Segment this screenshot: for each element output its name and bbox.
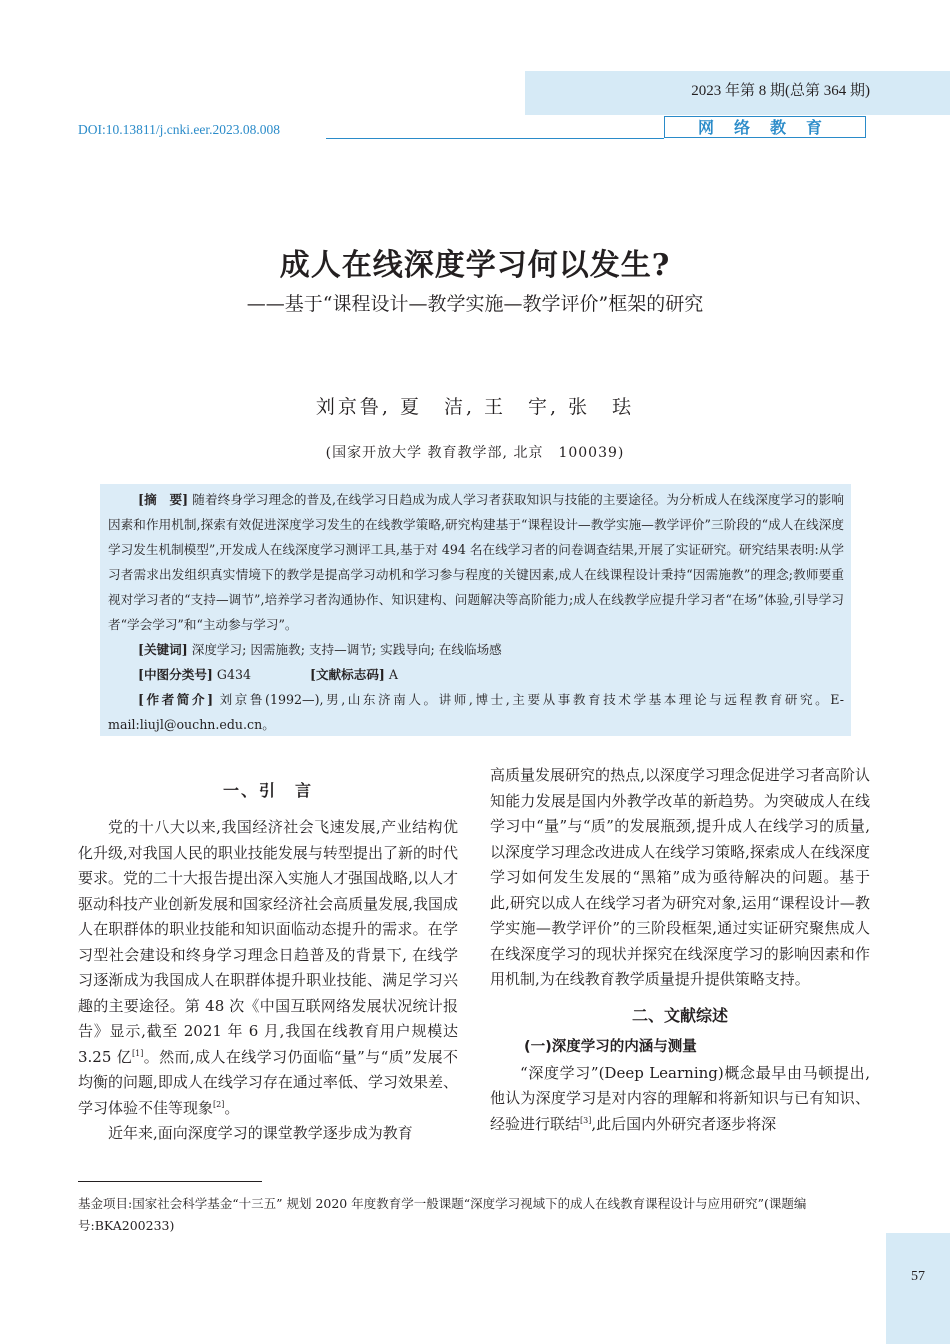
author-bio xyxy=(108,687,844,737)
paragraph: “深度学习”(Deep Learning)概念最早由马顿提出,他认为深度学习是对内容的理解和将新知识与已有知识、经验进行联结[3],此后国内外研究者逐步将深 xyxy=(490,1063,870,1133)
abstract-text: 随着终身学习理念的普及,在线学习日趋成为成人学习者获取知识与技能的主要途径。为分析成人在线深度学习的影响因素和作用机制,探索有效促进深度学习发生的在线教学策略,研究构建基于“课程设计—教学实施—教学评价”三阶段的“成人在线深度学习发生机制模型”,开发成人在线深度学习测评工具,基于对 494 名在线学习者的问卷调查结果,开展了实证研究。研究结果表明:从学习者需求出发组织真实情境下的教学是提高学习动机和学习参与程度的关键因素,成人在线课程设计秉持“因需施教”的理念;教师要重视对学习者的“支持—调节”,培养学习者沟通协作、知识建构、问题解决等高阶能力;成人在线教学应提升学习者“在场”体验,引导学习者“学会学习”和“主动参与学习”。 xyxy=(108,492,845,632)
doi-rule xyxy=(326,138,664,139)
citation-ref[interactable]: [2] xyxy=(213,1099,225,1109)
keywords-text: 深度学习; 因需施教; 支持—调节; 实践导向; 在线临场感 xyxy=(191,642,502,657)
article-subtitle: ——基于“课程设计—教学实施—教学评价”框架的研究 xyxy=(246,293,704,315)
paragraph: 高质量发展研究的热点,以深度学习理念促进学习者高阶认知能力发展是国内外教学改革的新趋势。为突破成人在线学习中“量”与“质”的发展瓶颈,提升成人在线学习的质量,以深度学习理念改进成人在线学习策略,探索成人在线深度学习如何发生发展的“黑箱”成为亟待解决的问题。基于此,研究以成人在线学习者为研究对象,运用“课程设计—教学实施—教学评价”的三阶段框架,通过实证研究聚焦成人在线深度学习的现状并探究在线深度学习的影响因素和作用机制,为在线教育教学质量提升提供策略支持。 xyxy=(490,766,870,988)
author-list: 刘京鲁, 夏 洁, 王 宇, 张 珐 xyxy=(315,396,635,418)
left-column xyxy=(78,815,458,1147)
issue-info: 2023 年第 8 期(总第 364 期) xyxy=(691,83,870,99)
section-heading-review: 二、文献综述 xyxy=(631,1005,728,1025)
classification xyxy=(108,662,874,687)
right-column xyxy=(490,763,870,1137)
clc-value: G434 xyxy=(216,667,252,682)
abstract xyxy=(108,487,844,637)
keywords-label: [关键词] xyxy=(138,642,188,657)
abstract-label: [摘 要] xyxy=(138,492,189,507)
citation-ref[interactable]: [3] xyxy=(580,1115,592,1125)
footnote-rule xyxy=(78,1181,262,1182)
funding-footnote: 基金项目:国家社会科学基金“十三五” 规划 2020 年度教育学一般课题“深度学习视域下的成人在线教育课程设计与应用研究”(课题编号:BKA200233) xyxy=(78,1196,807,1233)
bio-text: 刘京鲁(1992—),男,山东济南人。讲师,博士,主要从事教育技术学基本理论与远程教育研究。E-mail:liujl@ouchn.edu.cn。 xyxy=(108,692,844,732)
keywords xyxy=(108,637,874,662)
doccode-value: A xyxy=(388,667,399,682)
journal-section-label: 网络教育 xyxy=(664,116,866,138)
paragraph: 党的十八大以来,我国经济社会飞速发展,产业结构优化升级,对我国人民的职业技能发展与转型提出了新的时代要求。党的二十大报告提出深入实施人才强国战略,以人才驱动科技产业创新发展和国家经济社会高质量发展,我国成人在职群体的职业技能和知识面临动态提升的需求。在学习型社会建设和终身学习理念日趋普及的背景下, 在线学习逐渐成为我国成人在职群体提升职业技能、满足学习兴趣的主要途径。第 48 次《中国互联网络发展状况统计报告》显示,截至 2021 年 6 月,我国在线教育用户规模达 3.25 亿[1]。然而,成人在线学习仍面临“量”与“质”发展不均衡的问题,即成人在线学习存在通过率低、学习效果差、学习体验不佳等现象[2]。 xyxy=(78,818,459,1117)
doc-code xyxy=(310,662,398,687)
citation-ref[interactable]: [1] xyxy=(131,1048,144,1058)
bio-label: [作者简介] xyxy=(138,692,214,707)
clc-label: [中图分类号] xyxy=(138,667,213,682)
page-tab xyxy=(886,1233,950,1344)
subsection-heading: (一)深度学习的内涵与测量 xyxy=(524,1039,697,1055)
doi-link[interactable]: DOI:10.13811/j.cnki.eer.2023.08.008 xyxy=(78,122,280,137)
paragraph: 近年来,面向深度学习的课堂教学逐步成为教育 xyxy=(108,1124,413,1142)
page-number: 57 xyxy=(911,1269,925,1284)
article-title: 成人在线深度学习何以发生? xyxy=(279,248,671,283)
doccode-label: [文献标志码] xyxy=(310,667,385,682)
affiliation: (国家开放大学 教育教学部, 北京 100039) xyxy=(325,445,625,461)
section-heading-intro: 一、引 言 xyxy=(222,781,313,800)
